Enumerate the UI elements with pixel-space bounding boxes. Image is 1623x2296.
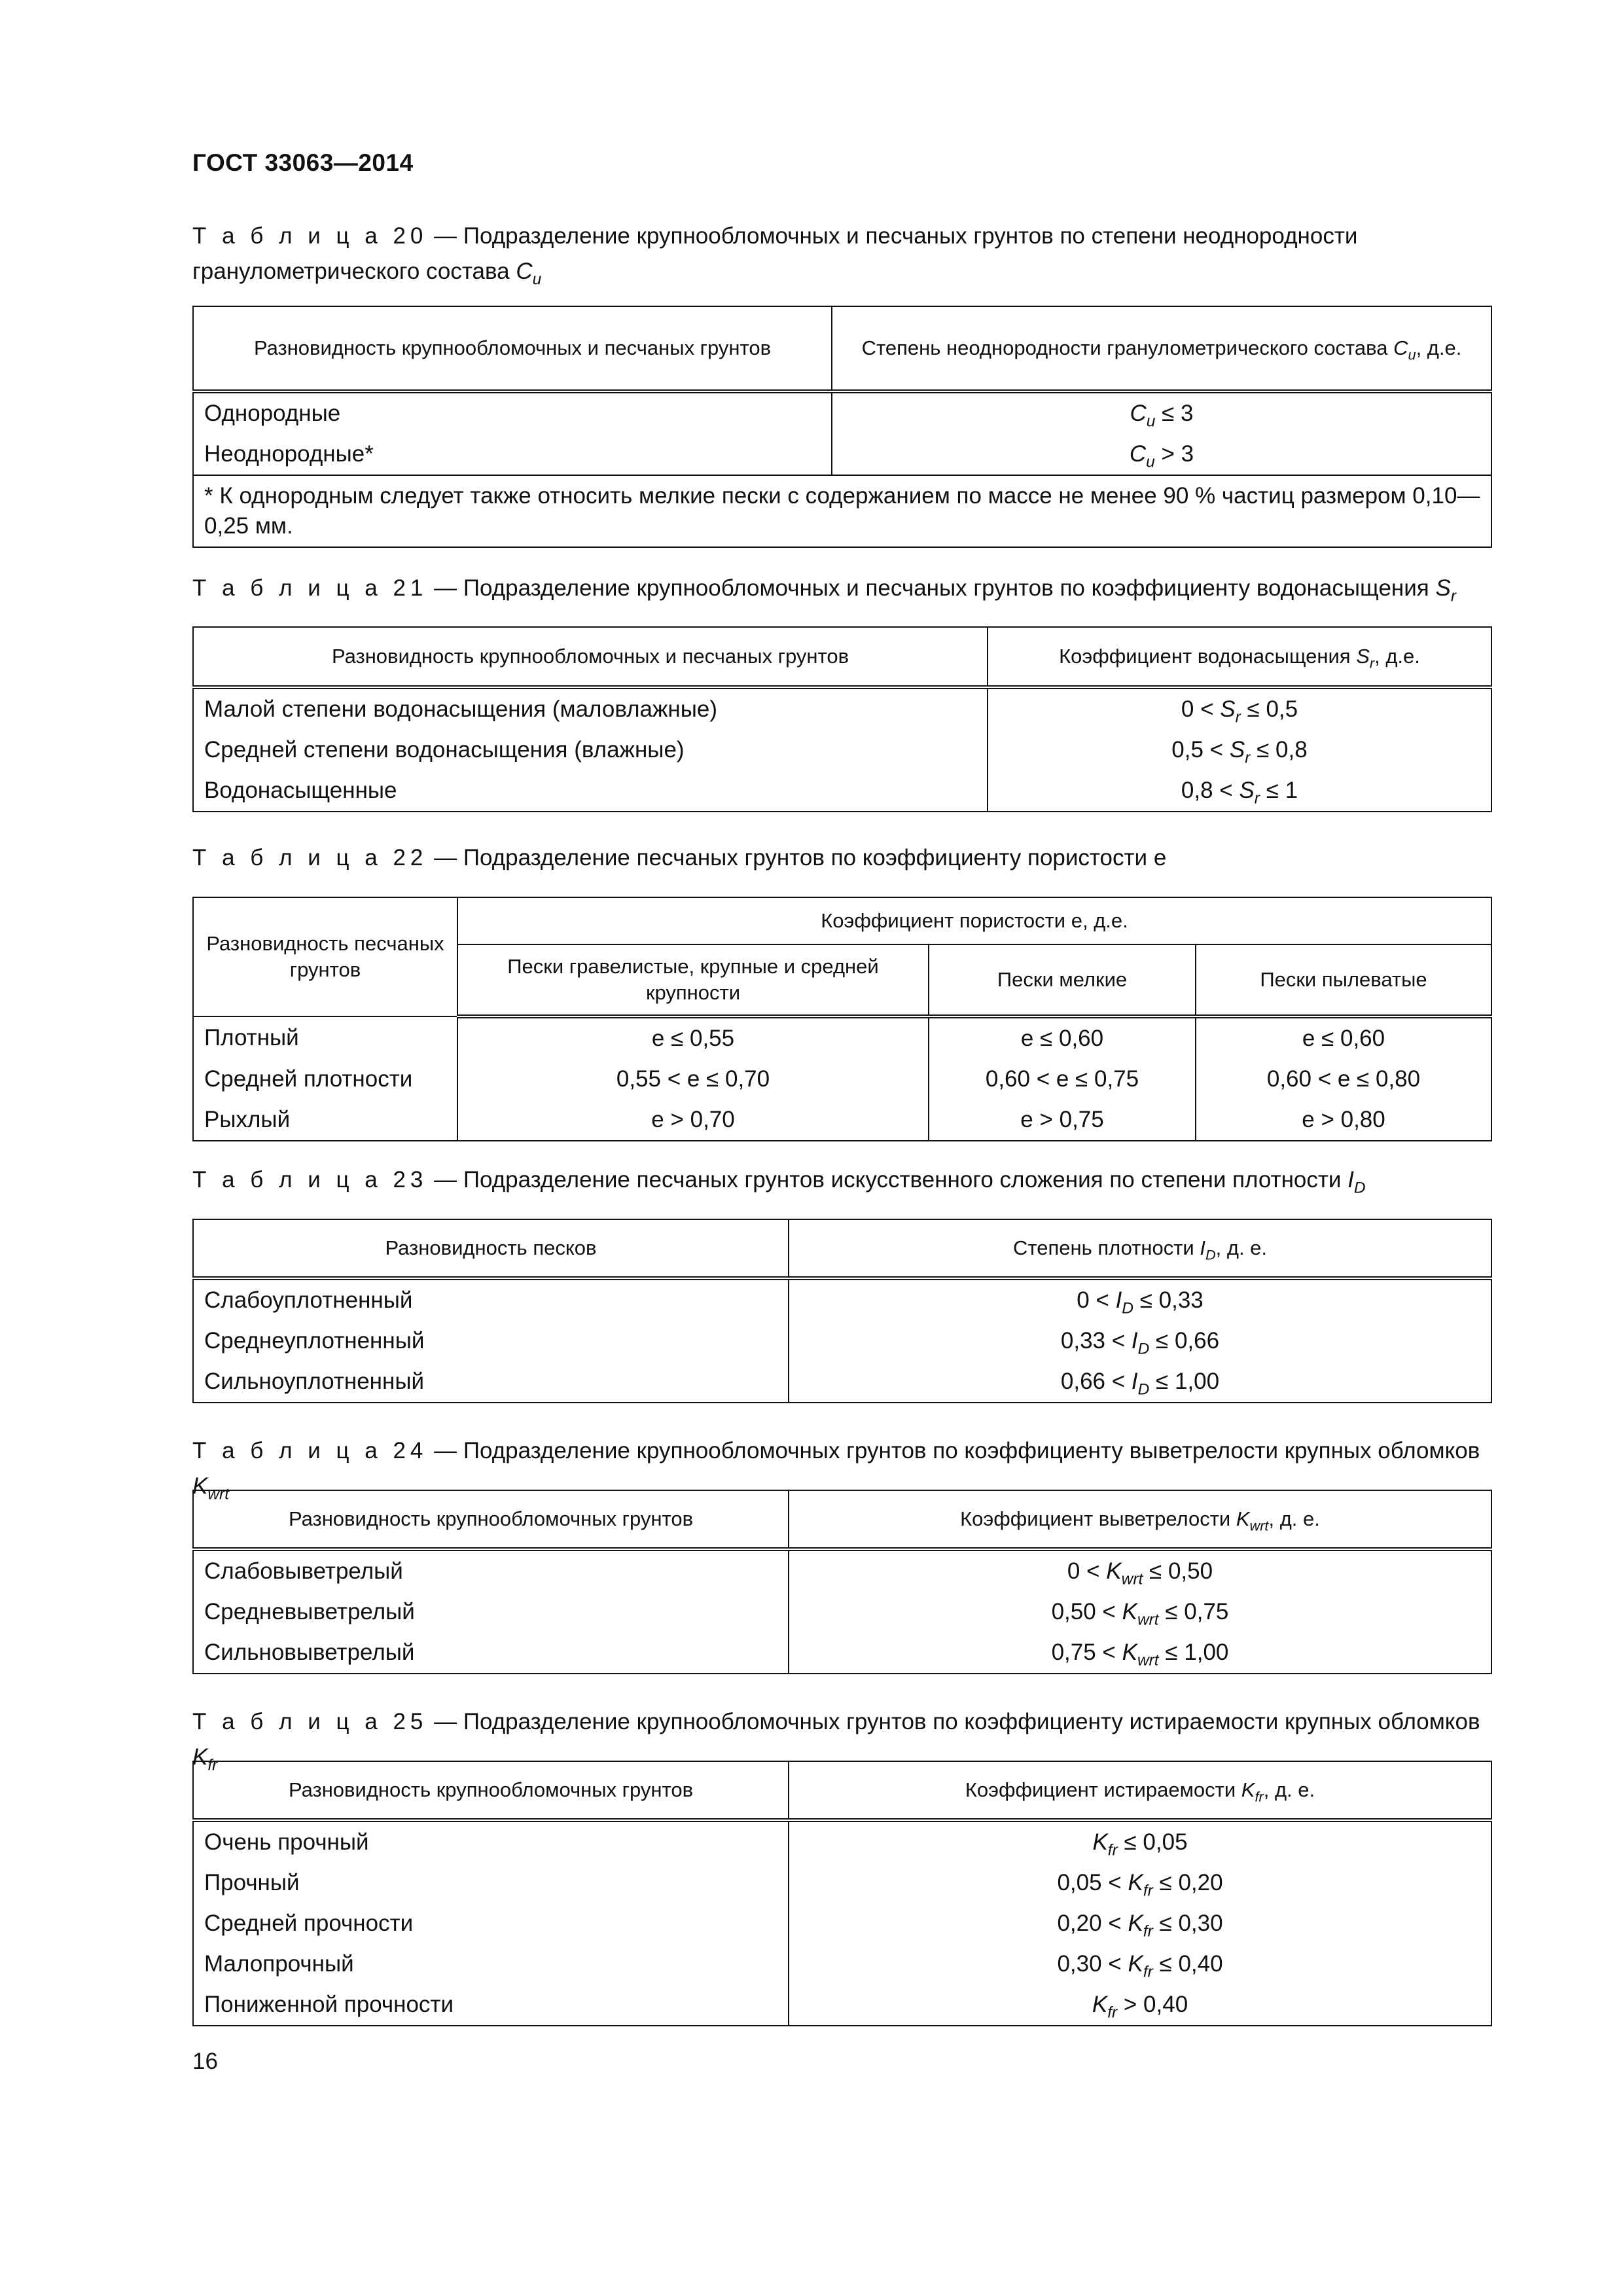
table-row xyxy=(193,1820,1491,1863)
symbol-subscript: wrt xyxy=(207,1485,230,1503)
row-value: $0,33 < I_D \le 0,66$ xyxy=(789,1321,1491,1361)
row-value: $0,05 < K_{fr} \le 0,20$ xyxy=(789,1863,1491,1903)
table-note: * К однородным следует также относить мелкие пески с содержанием по массе не менее 90 % частиц размером 0,10—0,25 мм. xyxy=(193,475,1491,547)
table-row xyxy=(193,1863,1491,1903)
table-row xyxy=(193,1059,1491,1100)
row-value: $C_u \le 3$ xyxy=(832,391,1491,434)
table-row xyxy=(193,1984,1491,2026)
table-label: Т а б л и ц а 24 xyxy=(192,1438,428,1463)
row-name: Средней прочности xyxy=(193,1903,789,1944)
row-name: Малой степени водонасыщения (маловлажные) xyxy=(193,687,988,730)
table-row xyxy=(193,1592,1491,1632)
table-title: — Подразделение крупнообломочных грунтов по коэффициенту истираемости крупных обломков xyxy=(427,1709,1480,1734)
symbol-subscript: D xyxy=(1353,1179,1366,1197)
row-value: $0,8 < S_r \le 1$ xyxy=(988,770,1491,812)
table-title: — Подразделение крупнообломочных и песчаных грунтов по коэффициенту водонасыщения xyxy=(427,575,1436,601)
row-value: e > 0,75 xyxy=(929,1100,1196,1141)
table-row xyxy=(193,391,1491,434)
table-row xyxy=(193,730,1491,770)
row-name: Среднеуплотненный xyxy=(193,1321,789,1361)
table-row xyxy=(193,434,1491,475)
column-header: Разновидность песчаных грунтов xyxy=(193,897,457,1016)
column-header: Степень неоднородности гранулометрического состава $C_u$, д.е. xyxy=(832,306,1491,391)
table-23-caption xyxy=(192,1162,1501,1198)
row-value: $0,5 < S_r \le 0,8$ xyxy=(988,730,1491,770)
row-value: e ≤ 0,55 xyxy=(457,1016,929,1059)
table-title: — Подразделение крупнообломочных и песчаных грунтов по степени неоднородности гранулометрического состава xyxy=(192,223,1358,284)
row-value: e > 0,70 xyxy=(457,1100,929,1141)
row-value: 0,60 < e ≤ 0,75 xyxy=(929,1059,1196,1100)
table-21-caption xyxy=(192,571,1501,606)
table-row xyxy=(193,1100,1491,1141)
table-row xyxy=(193,1361,1491,1403)
row-value: $0,66 < I_D \le 1,00$ xyxy=(789,1361,1491,1403)
table-title: — Подразделение песчаных грунтов искусственного сложения по степени плотности xyxy=(427,1167,1348,1193)
column-header: Степень плотности $I_D$, д. е. xyxy=(789,1219,1491,1278)
table-label: Т а б л и ц а 23 xyxy=(192,1167,428,1193)
row-value: e ≤ 0,60 xyxy=(929,1016,1196,1059)
row-name: Рыхлый xyxy=(193,1100,457,1141)
symbol: K xyxy=(192,1744,208,1770)
table-row xyxy=(193,1903,1491,1944)
column-group-header: Коэффициент пористости e, д.е. xyxy=(457,897,1491,944)
column-header: Коэффициент истираемости $K_{fr}$, д. е. xyxy=(789,1761,1491,1820)
page-number: 16 xyxy=(192,2049,218,2074)
table-label: Т а б л и ц а 22 xyxy=(192,845,428,870)
column-header: Коэффициент выветрелости $K_{wrt}$, д. е. xyxy=(789,1490,1491,1549)
row-name: Средневыветрелый xyxy=(193,1592,789,1632)
table-row xyxy=(193,687,1491,730)
table-title: — Подразделение крупнообломочных грунтов по коэффициенту выветрелости крупных обломков xyxy=(427,1438,1480,1463)
symbol-subscript: r xyxy=(1450,587,1457,605)
symbol: K xyxy=(192,1473,208,1499)
row-value: $0 < S_r \le 0,5$ xyxy=(988,687,1491,730)
column-header: Разновидность крупнообломочных грунтов xyxy=(193,1490,789,1549)
table-row xyxy=(193,770,1491,812)
row-value: $C_u > 3$ xyxy=(832,434,1491,475)
symbol-subscript: fr xyxy=(207,1756,218,1774)
row-name: Слабоуплотненный xyxy=(193,1278,789,1321)
row-value: $0 < K_{wrt} \le 0,50$ xyxy=(789,1549,1491,1592)
table-row xyxy=(193,1549,1491,1592)
symbol: C xyxy=(516,259,533,284)
table-20-caption xyxy=(192,219,1501,289)
row-name: Малопрочный xyxy=(193,1944,789,1984)
table-21 xyxy=(192,626,1492,812)
row-name: Плотный xyxy=(193,1016,457,1059)
row-name: Пониженной прочности xyxy=(193,1984,789,2026)
row-value: $K_{fr} > 0,40$ xyxy=(789,1984,1491,2026)
row-value: e ≤ 0,60 xyxy=(1196,1016,1491,1059)
document-header: ГОСТ 33063—2014 xyxy=(192,149,414,176)
table-row xyxy=(193,1632,1491,1674)
row-name: Прочный xyxy=(193,1863,789,1903)
table-24 xyxy=(192,1490,1492,1674)
table-25 xyxy=(192,1761,1492,2026)
row-name: Неоднородные* xyxy=(193,434,832,475)
row-value: $0,30 < K_{fr} \le 0,40$ xyxy=(789,1944,1491,1984)
row-value: $0 < I_D \le 0,33$ xyxy=(789,1278,1491,1321)
row-name: Водонасыщенные xyxy=(193,770,988,812)
column-header: Пески пылеватые xyxy=(1196,944,1491,1016)
row-value: 0,55 < e ≤ 0,70 xyxy=(457,1059,929,1100)
table-label: Т а б л и ц а 25 xyxy=(192,1709,428,1734)
table-title: — Подразделение песчаных грунтов по коэффициенту пористости e xyxy=(427,845,1167,870)
table-22 xyxy=(192,897,1492,1141)
symbol: S xyxy=(1435,575,1451,601)
column-header: Разновидность крупнообломочных и песчаных грунтов xyxy=(193,627,988,687)
symbol: I xyxy=(1347,1167,1354,1193)
row-name: Очень прочный xyxy=(193,1820,789,1863)
row-name: Средней степени водонасыщения (влажные) xyxy=(193,730,988,770)
row-name: Слабовыветрелый xyxy=(193,1549,789,1592)
table-row xyxy=(193,1016,1491,1059)
column-header: Разновидность песков xyxy=(193,1219,789,1278)
table-note-row xyxy=(193,475,1491,547)
row-name: Сильновыветрелый xyxy=(193,1632,789,1674)
table-row xyxy=(193,1944,1491,1984)
table-23 xyxy=(192,1219,1492,1403)
column-header: Пески мелкие xyxy=(929,944,1196,1016)
row-name: Сильноуплотненный xyxy=(193,1361,789,1403)
table-label: Т а б л и ц а 20 xyxy=(192,223,428,249)
row-value: e > 0,80 xyxy=(1196,1100,1491,1141)
table-row xyxy=(193,1278,1491,1321)
column-header: Разновидность крупнообломочных и песчаных грунтов xyxy=(193,306,832,391)
column-header: Пески гравелистые, крупные и средней крупности xyxy=(457,944,929,1016)
symbol-subscript: u xyxy=(532,270,542,289)
row-value: $0,75 < K_{wrt} \le 1,00$ xyxy=(789,1632,1491,1674)
table-label: Т а б л и ц а 21 xyxy=(192,575,428,601)
row-value: 0,60 < e ≤ 0,80 xyxy=(1196,1059,1491,1100)
row-name: Однородные xyxy=(193,391,832,434)
table-20 xyxy=(192,306,1492,548)
row-name: Средней плотности xyxy=(193,1059,457,1100)
row-value: $K_{fr} \le 0,05$ xyxy=(789,1820,1491,1863)
row-value: $0,50 < K_{wrt} \le 0,75$ xyxy=(789,1592,1491,1632)
column-header: Разновидность крупнообломочных грунтов xyxy=(193,1761,789,1820)
table-row xyxy=(193,1321,1491,1361)
row-value: $0,20 < K_{fr} \le 0,30$ xyxy=(789,1903,1491,1944)
column-header: Коэффициент водонасыщения $S_r$, д.е. xyxy=(988,627,1491,687)
table-22-caption xyxy=(192,840,1501,876)
